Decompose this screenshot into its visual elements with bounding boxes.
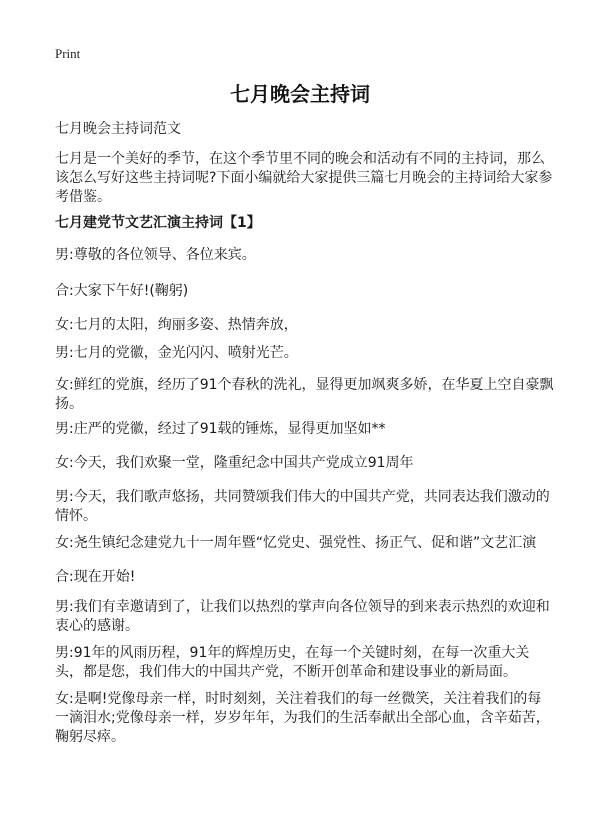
script-line: 女:七月的太阳，绚丽多姿、热情奔放， xyxy=(55,317,298,333)
script-line: 男:七月的党徽，金光闪闪、喷射光芒。 xyxy=(55,345,298,361)
script-line: 合:现在开始! xyxy=(55,569,136,585)
script-line: 女:尧生镇纪念建党九十一周年暨“忆党史、强党性、扬正气、促和谐”文艺汇演 xyxy=(55,535,537,551)
script-line: 女:是啊!党像母亲一样，时时刻刻，关注着我们的每一丝微笑，关注着我们的每一滴泪水;党像母亲一样，岁岁年年，为我们的生活奉献出全部心血，含辛茹苦，鞠躬尽瘁。 xyxy=(55,691,550,745)
document-subtitle: 七月晚会主持词范文 xyxy=(55,121,181,137)
section-heading: 七月建党节文艺汇演主持词【1】 xyxy=(55,215,261,231)
page-title: 七月晚会主持词 xyxy=(230,82,370,106)
script-line: 男:庄严的党徽，经过了91载的锤炼，显得更加坚如** xyxy=(55,421,386,437)
script-line: 男:91年的风雨历程，91年的辉煌历史，在每一个关键时刻，在每一次重大关头，都是您，我们伟大的中国共产党，不断开创革命和建设事业的新局面。 xyxy=(55,645,530,680)
print-label: Print xyxy=(55,46,81,61)
intro-paragraph: 七月是一个美好的季节，在这个季节里不同的晚会和活动有不同的主持词，那么该怎么写好这些主持词呢?下面小编就给大家提供三篇七月晚会的主持词给大家参考借鉴。 xyxy=(55,151,553,205)
script-line: 女:鲜红的党旗，经历了91个春秋的洗礼，显得更加飒爽多娇，在华夏上空自豪飘扬。 xyxy=(55,377,554,412)
script-line: 男:今天，我们歌声悠扬，共同赞颂我们伟大的中国共产党，共同表达我们激动的情怀。 xyxy=(55,489,550,524)
script-line: 合:大家下午好!(鞠躬) xyxy=(55,283,189,299)
script-line: 女:今天，我们欢聚一堂，隆重纪念中国共产党成立91周年 xyxy=(55,455,414,471)
script-line: 男:我们有幸邀请到了，让我们以热烈的掌声向各位领导的到来表示热烈的欢迎和衷心的感谢。 xyxy=(55,599,550,634)
script-line: 男:尊敬的各位领导、各位来宾。 xyxy=(55,247,256,263)
